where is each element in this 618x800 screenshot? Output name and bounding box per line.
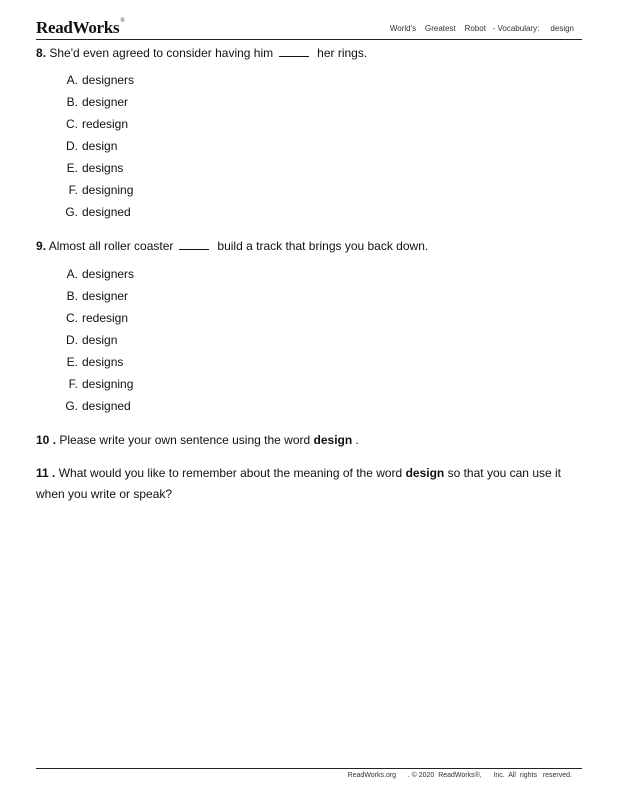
document-title: World's Greatest Robot - Vocabulary: design [389, 24, 574, 33]
page-header [36, 18, 582, 40]
question-number: 8. [36, 46, 47, 60]
question-text-end: so that you can use it when you write or speak? [36, 466, 561, 501]
question-text: Almost all roller coaster [48, 239, 174, 253]
options-question-8 [62, 69, 134, 223]
question-text-end: . [355, 433, 359, 447]
option-9-b[interactable]: B. designer [66, 289, 129, 303]
option-9-c[interactable]: C. redesign [66, 311, 129, 325]
question-text-end: build a track that brings you back down. [217, 239, 429, 253]
header-divider [36, 39, 582, 40]
vocabulary-keyword: design [313, 433, 353, 447]
footer-divider [36, 768, 582, 769]
options-question-9 [62, 263, 134, 417]
question-10 [36, 430, 576, 451]
option-8-b[interactable]: B. designer [66, 95, 129, 109]
answer-blank [179, 239, 209, 250]
option-8-g[interactable]: G. designed [65, 205, 131, 219]
question-text: She'd even agreed to consider having him [49, 46, 274, 60]
option-9-d[interactable]: D. design [66, 333, 118, 347]
vocabulary-keyword: design [405, 466, 445, 480]
question-9 [36, 236, 576, 257]
option-9-f[interactable]: F. designing [68, 377, 134, 391]
question-number: 10 . [36, 433, 57, 447]
option-9-a[interactable]: A. designers [66, 267, 135, 281]
answer-blank [279, 46, 309, 57]
copyright-footer: ReadWorks.org . © 2020 ReadWorks®, Inc. All rights reserved. [347, 772, 572, 779]
question-8 [36, 43, 576, 64]
option-8-a[interactable]: A. designers [66, 73, 135, 87]
option-8-d[interactable]: D. design [66, 139, 118, 153]
question-text-end: her rings. [317, 46, 368, 60]
question-number: 9. [36, 239, 47, 253]
question-text: Please write your own sentence using the word [59, 433, 311, 447]
option-8-c[interactable]: C. redesign [66, 117, 129, 131]
option-9-e[interactable]: E. designs [66, 355, 124, 369]
question-text: What would you like to remember about the meaning of the word [58, 466, 403, 480]
option-8-e[interactable]: E. designs [66, 161, 124, 175]
readworks-logo: ReadWorks® [36, 18, 125, 37]
question-number: 11 . [36, 466, 56, 480]
question-11 [36, 463, 576, 505]
option-8-f[interactable]: F. designing [68, 183, 134, 197]
option-9-g[interactable]: G. designed [65, 399, 131, 413]
